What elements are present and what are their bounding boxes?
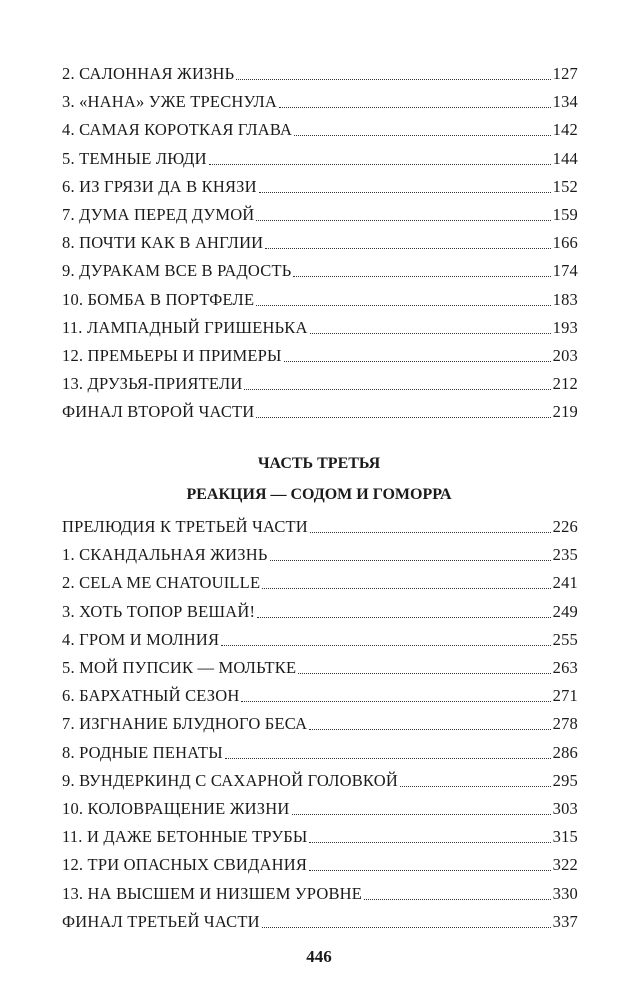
- toc-entry-page: 203: [552, 345, 578, 365]
- toc-entry: [62, 569, 578, 597]
- dot-leader: [294, 134, 551, 136]
- toc-entry: [62, 398, 578, 426]
- toc-entry-page: 322: [552, 855, 578, 875]
- dot-leader: [309, 869, 551, 871]
- toc-entry-page: 166: [552, 233, 578, 253]
- toc-entry-page: 295: [552, 770, 578, 790]
- toc-entry-page: 315: [552, 827, 578, 847]
- toc-entry-page: 134: [552, 92, 578, 112]
- page-number: 446: [306, 947, 332, 966]
- dot-leader: [284, 360, 551, 362]
- toc-entry-title: 7. ИЗГНАНИЕ БЛУДНОГО БЕСА: [62, 714, 308, 734]
- toc-entry: [62, 879, 578, 907]
- dot-leader: [309, 728, 550, 730]
- toc-entry-page: 241: [552, 573, 578, 593]
- dot-leader: [209, 163, 551, 165]
- toc-entry-page: 271: [552, 686, 578, 706]
- toc-entry-title: 9. ДУРАКАМ ВСЕ В РАДОСТЬ: [62, 261, 292, 281]
- toc-entry: [62, 88, 578, 116]
- dot-leader: [310, 332, 551, 334]
- toc-entry-page: 226: [552, 517, 578, 537]
- toc-entry-page: 159: [552, 205, 578, 225]
- toc-entry: [62, 370, 578, 398]
- toc-entry-title: 4. САМАЯ КОРОТКАЯ ГЛАВА: [62, 120, 293, 140]
- toc-entry: [62, 60, 578, 88]
- toc-entry-title: ФИНАЛ ТРЕТЬЕЙ ЧАСТИ: [62, 911, 260, 931]
- dot-leader: [221, 644, 550, 646]
- toc-entry-title: 12. ТРИ ОПАСНЫХ СВИДАНИЯ: [62, 855, 308, 875]
- toc-entry: [62, 851, 578, 879]
- toc-entry: [62, 682, 578, 710]
- dot-leader: [298, 672, 550, 674]
- dot-leader: [292, 813, 551, 815]
- dot-leader: [262, 926, 551, 928]
- part-title: РЕАКЦИЯ — СОДОМ И ГОМОРРА: [186, 486, 452, 503]
- toc-entry-page: 152: [552, 176, 578, 196]
- toc-entry-title: 6. ИЗ ГРЯЗИ ДА В КНЯЗИ: [62, 176, 257, 196]
- toc-entry: [62, 710, 578, 738]
- dot-leader: [259, 191, 551, 193]
- toc-entry-title: 13. ДРУЗЬЯ-ПРИЯТЕЛИ: [62, 374, 243, 394]
- toc-entry-title: 11. ЛАМПАДНЫЙ ГРИШЕНЬКА: [62, 317, 308, 337]
- toc-entry-title: 2. САЛОННАЯ ЖИЗНЬ: [62, 64, 235, 84]
- toc-entry-title: 3. «НАНА» УЖЕ ТРЕСНУЛА: [62, 92, 278, 112]
- toc-entry-page: 263: [552, 658, 578, 678]
- toc-entry-title: 10. КОЛОВРАЩЕНИЕ ЖИЗНИ: [62, 798, 290, 818]
- toc-part-two-list: [62, 60, 578, 426]
- toc-entry: [62, 257, 578, 285]
- dot-leader: [265, 247, 550, 249]
- toc-entry-title: 2. CELA ME CHATOUILLE: [62, 573, 261, 593]
- toc-entry: [62, 513, 578, 541]
- dot-leader: [364, 898, 551, 900]
- toc-entry: [62, 116, 578, 144]
- toc-entry: [62, 342, 578, 370]
- toc-entry-page: 303: [552, 798, 578, 818]
- toc-entry-page: 193: [552, 317, 578, 337]
- toc-entry-title: 6. БАРХАТНЫЙ СЕЗОН: [62, 686, 240, 706]
- toc-entry-title: 11. И ДАЖЕ БЕТОННЫЕ ТРУБЫ: [62, 827, 308, 847]
- toc-entry: [62, 767, 578, 795]
- toc-entry-title: 8. ПОЧТИ КАК В АНГЛИИ: [62, 233, 264, 253]
- dot-leader: [293, 275, 550, 277]
- toc-entry-page: 144: [552, 148, 578, 168]
- toc-entry: [62, 201, 578, 229]
- toc-entry-page: 330: [552, 883, 578, 903]
- dot-leader: [256, 304, 550, 306]
- dot-leader: [262, 587, 550, 589]
- dot-leader: [279, 106, 551, 108]
- dot-leader: [256, 416, 550, 418]
- toc-entry-title: 8. РОДНЫЕ ПЕНАТЫ: [62, 742, 223, 762]
- toc-entry-title: 10. БОМБА В ПОРТФЕЛЕ: [62, 289, 255, 309]
- toc-entry: [62, 145, 578, 173]
- toc-entry: [62, 908, 578, 936]
- toc-entry-page: 278: [552, 714, 578, 734]
- dot-leader: [257, 616, 551, 618]
- toc-part-three-list: [62, 513, 578, 936]
- toc-entry-page: 183: [552, 289, 578, 309]
- toc-entry-page: 142: [552, 120, 578, 140]
- toc-entry: [62, 541, 578, 569]
- toc-entry: [62, 229, 578, 257]
- toc-entry: [62, 795, 578, 823]
- toc-entry: [62, 739, 578, 767]
- dot-leader: [256, 219, 550, 221]
- dot-leader: [225, 757, 551, 759]
- toc-entry-title: 3. ХОТЬ ТОПОР ВЕШАЙ!: [62, 601, 256, 621]
- toc-entry-page: 127: [552, 64, 578, 84]
- dot-leader: [310, 531, 551, 533]
- toc-entry-page: 286: [552, 742, 578, 762]
- toc-entry-title: 1. СКАНДАЛЬНАЯ ЖИЗНЬ: [62, 545, 268, 565]
- dot-leader: [236, 78, 550, 80]
- toc-entry: [62, 286, 578, 314]
- toc-entry-title: 12. ПРЕМЬЕРЫ И ПРИМЕРЫ: [62, 345, 282, 365]
- toc-entry: [62, 626, 578, 654]
- toc-entry-title: 4. ГРОМ И МОЛНИЯ: [62, 629, 220, 649]
- toc-entry-page: 174: [552, 261, 578, 281]
- toc-entry-page: 249: [552, 601, 578, 621]
- toc-entry-title: 7. ДУМА ПЕРЕД ДУМОЙ: [62, 205, 255, 225]
- toc-entry-title: 5. МОЙ ПУПСИК — МОЛЬТКЕ: [62, 658, 297, 678]
- toc-entry: [62, 598, 578, 626]
- toc-entry: [62, 314, 578, 342]
- toc-entry-title: ФИНАЛ ВТОРОЙ ЧАСТИ: [62, 402, 255, 422]
- toc-entry-title: ПРЕЛЮДИЯ К ТРЕТЬЕЙ ЧАСТИ: [62, 517, 308, 537]
- toc-entry: [62, 173, 578, 201]
- toc-entry-title: 13. НА ВЫСШЕМ И НИЗШЕМ УРОВНЕ: [62, 883, 363, 903]
- toc-entry: [62, 823, 578, 851]
- dot-leader: [309, 841, 550, 843]
- toc-entry-page: 337: [552, 911, 578, 931]
- dot-leader: [244, 388, 550, 390]
- dot-leader: [241, 700, 550, 702]
- part-heading: ЧАСТЬ ТРЕТЬЯ: [257, 455, 381, 472]
- toc-entry: [62, 654, 578, 682]
- toc-entry-page: 235: [552, 545, 578, 565]
- dot-leader: [270, 559, 551, 561]
- dot-leader: [400, 785, 551, 787]
- toc-entry-page: 212: [552, 374, 578, 394]
- toc-entry-title: 5. ТЕМНЫЕ ЛЮДИ: [62, 148, 207, 168]
- toc-entry-title: 9. ВУНДЕРКИНД С САХАРНОЙ ГОЛОВКОЙ: [62, 770, 398, 790]
- toc-entry-page: 255: [552, 629, 578, 649]
- toc-entry-page: 219: [552, 402, 578, 422]
